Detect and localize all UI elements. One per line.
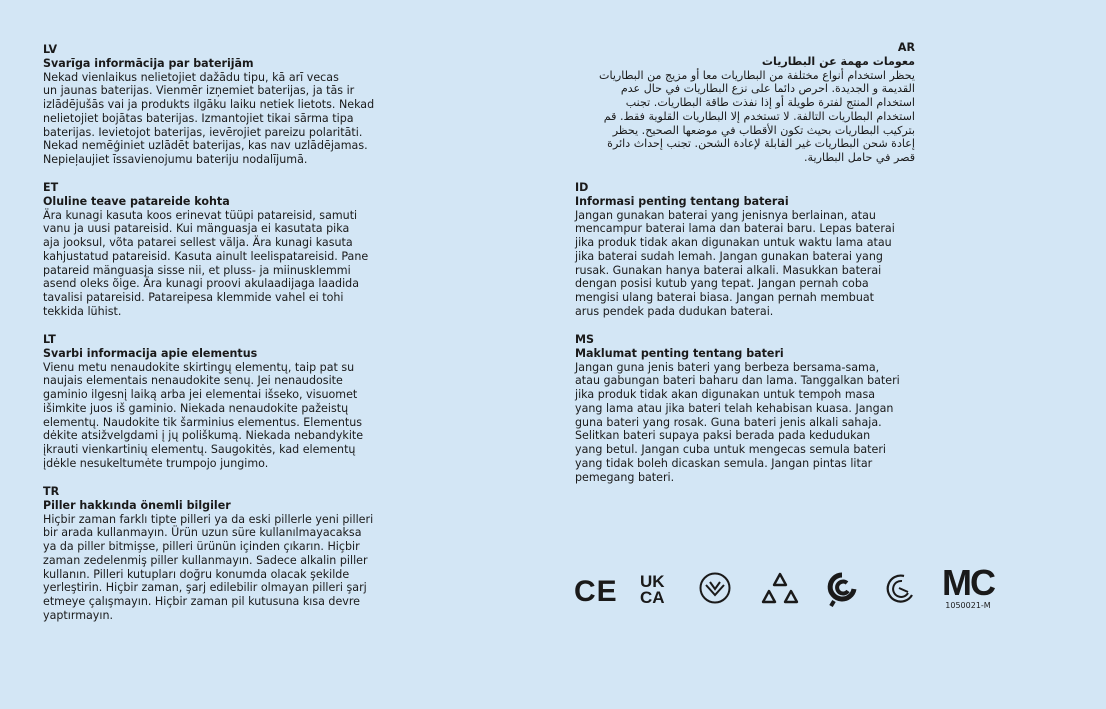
section-title: Maklumat penting tentang bateri — [575, 346, 784, 360]
section-body: Ära kunagi kasuta koos erinevat tüüpi patareisid, samuti vanu ja uusi patareisid. Kui mänguasja ei kasutata pika aja jooksul, võta patarei sellest välja. Ära kunagi kasuta kahjustatud patareisid. Kasuta ainult leelispatareisid. Pane patareid mänguasja sisse nii, et pluss- ja miinusklemmi asend oleks õige. Ära kunagi proovi akulaadijaga laadida tavalisi patareisid. Patareipesa klemmide vahel ei tohi tekkida lühist. — [43, 208, 369, 318]
section-body: Jangan guna jenis bateri yang berbeza bersama-sama, atau gabungan bateri baharu dan lama. Tanggalkan bateri jika produk tidak akan digunakan untuk tempoh masa yang lama atau jika bateri telah kehabisan kuasa. Jangan guna bateri yang rosak. Guna bateri jenis alkali sahaja. Selitkan bateri supaya paksi berada pada kedudukan yang betul. Jangan cuba untuk mengecas semula bateri yang tidak boleh dicaskan semula. Jangan pintas litar pemegang bateri. — [575, 360, 900, 484]
language-code: TR — [43, 485, 60, 498]
mc-logo-icon — [942, 562, 994, 611]
section-et — [43, 181, 393, 319]
certification-marks — [570, 562, 1010, 620]
section-tr — [43, 485, 393, 623]
ce-mark-icon: CE — [574, 575, 618, 608]
language-code: LT — [43, 333, 56, 346]
section-title: Svarīga informācija par baterijām — [43, 56, 254, 70]
section-body: Hiçbir zaman farklı tipte pilleri ya da eski pillerle yeni pilleri bir arada kullanmayın. Ürün uzun süre kullanılmayacaksa ya da piller bitmişse, pilleri ürünün içinden çıkarın. Hiçbir zaman zedelenmiş piller kullanmayın. Sadece alkalin piller kullanın. Pilleri kutupları doğru konumda olacak şekilde yerleştirin. Hiçbir zaman, şarj edilebilir olmayan pilleri şarj etmeye çalışmayın. Hiçbir zaman pil kutusuna kısa devre yaptırmayın. — [43, 512, 374, 622]
section-ar — [560, 41, 915, 165]
ua-conformity-icon — [698, 571, 732, 609]
section-title: Informasi penting tentang baterai — [575, 194, 789, 208]
section-body: Vienu metu nenaudokite skirtingų elementų, taip pat su naujais elementais nenaudokite senų. Jei nenaudosite gaminio ilgesnį laiką arba jei elementai išseko, visuomet išimkite juos iš gaminio. Niekada nenaudokite pažeistų elementų. Naudokite tik šarminius elementus. Elementus dėkite atsižvelgdami į jų poliškumą. Niekada nebandykite įkrauti vienkartinių elementų. Saugokitės, kad elementų įdėkle nesukeltumėte trumpojo jungimo. — [43, 360, 364, 470]
section-id — [575, 181, 925, 319]
mc-logo-text: MC — [942, 562, 994, 603]
ukca-top: UK — [640, 572, 665, 591]
section-lt — [43, 333, 393, 471]
ukca-bottom: CA — [640, 588, 665, 607]
language-code: MS — [575, 333, 595, 346]
recycle-mark-icon — [825, 571, 859, 611]
section-title: معومات مهمة عن البطاريات — [761, 54, 915, 68]
section-title: Svarbi informacija apie elementus — [43, 346, 258, 360]
section-body: Nekad vienlaikus nelietojiet dažādu tipu, kā arī vecas un jaunas baterijas. Vienmēr izņemiet baterijas, ja tās ir izlādējušās vai ja produkts ilgāku laiku netiek lietots. Nekad nelietojiet bojātas baterijas. Izmantojiet tikai sārma tipa baterijas. Ievietojot baterijas, ievērojiet pareizu polaritāti. Nekad nemēģiniet uzlādēt baterijas, kas nav uzlādējamas. Nepieļaujiet īssavienojumu bateriju nodalījumā. — [43, 70, 375, 166]
section-body: Jangan gunakan baterai yang jenisnya berlainan, atau mencampur baterai lama dan baterai baru. Lepas baterai jika produk tidak akan digunakan untuk waktu lama atau jika baterai sudah lemah. Jangan gunakan baterai yang rusak. Gunakan hanya baterai alkali. Masukkan baterai dengan posisi kutub yang tepat. Jangan pernah coba mengisi ulang baterai biasa. Jangan pernah membuat arus pendek pada dudukan baterai. — [575, 208, 895, 318]
section-lv — [43, 43, 393, 167]
language-code: ET — [43, 181, 59, 194]
language-code: AR — [897, 41, 915, 54]
section-title: Oluline teave patareide kohta — [43, 194, 230, 208]
section-title: Piller hakkında önemli bilgiler — [43, 498, 231, 512]
moon-mark-icon — [882, 571, 916, 609]
section-body: يحظر استخدام أنواع مختلفة من البطاريات معا أو مزيج من البطاريات القديمة و الجديدة. احرص دائما على نزع البطاريات في حال عدم استخدام المنتج لفترة طويلة أو إذا نفذت طاقة البطاريات. تجنب استخدام البطاريات التالفة. لا تستخدم إلا البطاريات القلوية فقط. قم بتركيب البطاريات بحيث تكون الأقطاب في موضعها الصحيح. يحظر إعادة شحن البطاريات غير القابلة لإعادة الشحن. تجنب إحداث دائرة قصر في حامل البطارية. — [599, 68, 915, 164]
language-code: LV — [43, 43, 58, 56]
eac-triangles-icon — [760, 571, 800, 611]
product-code: 1050021-M — [945, 601, 991, 610]
language-code: ID — [575, 181, 589, 194]
section-ms — [575, 333, 925, 484]
ukca-mark-icon — [640, 574, 665, 606]
